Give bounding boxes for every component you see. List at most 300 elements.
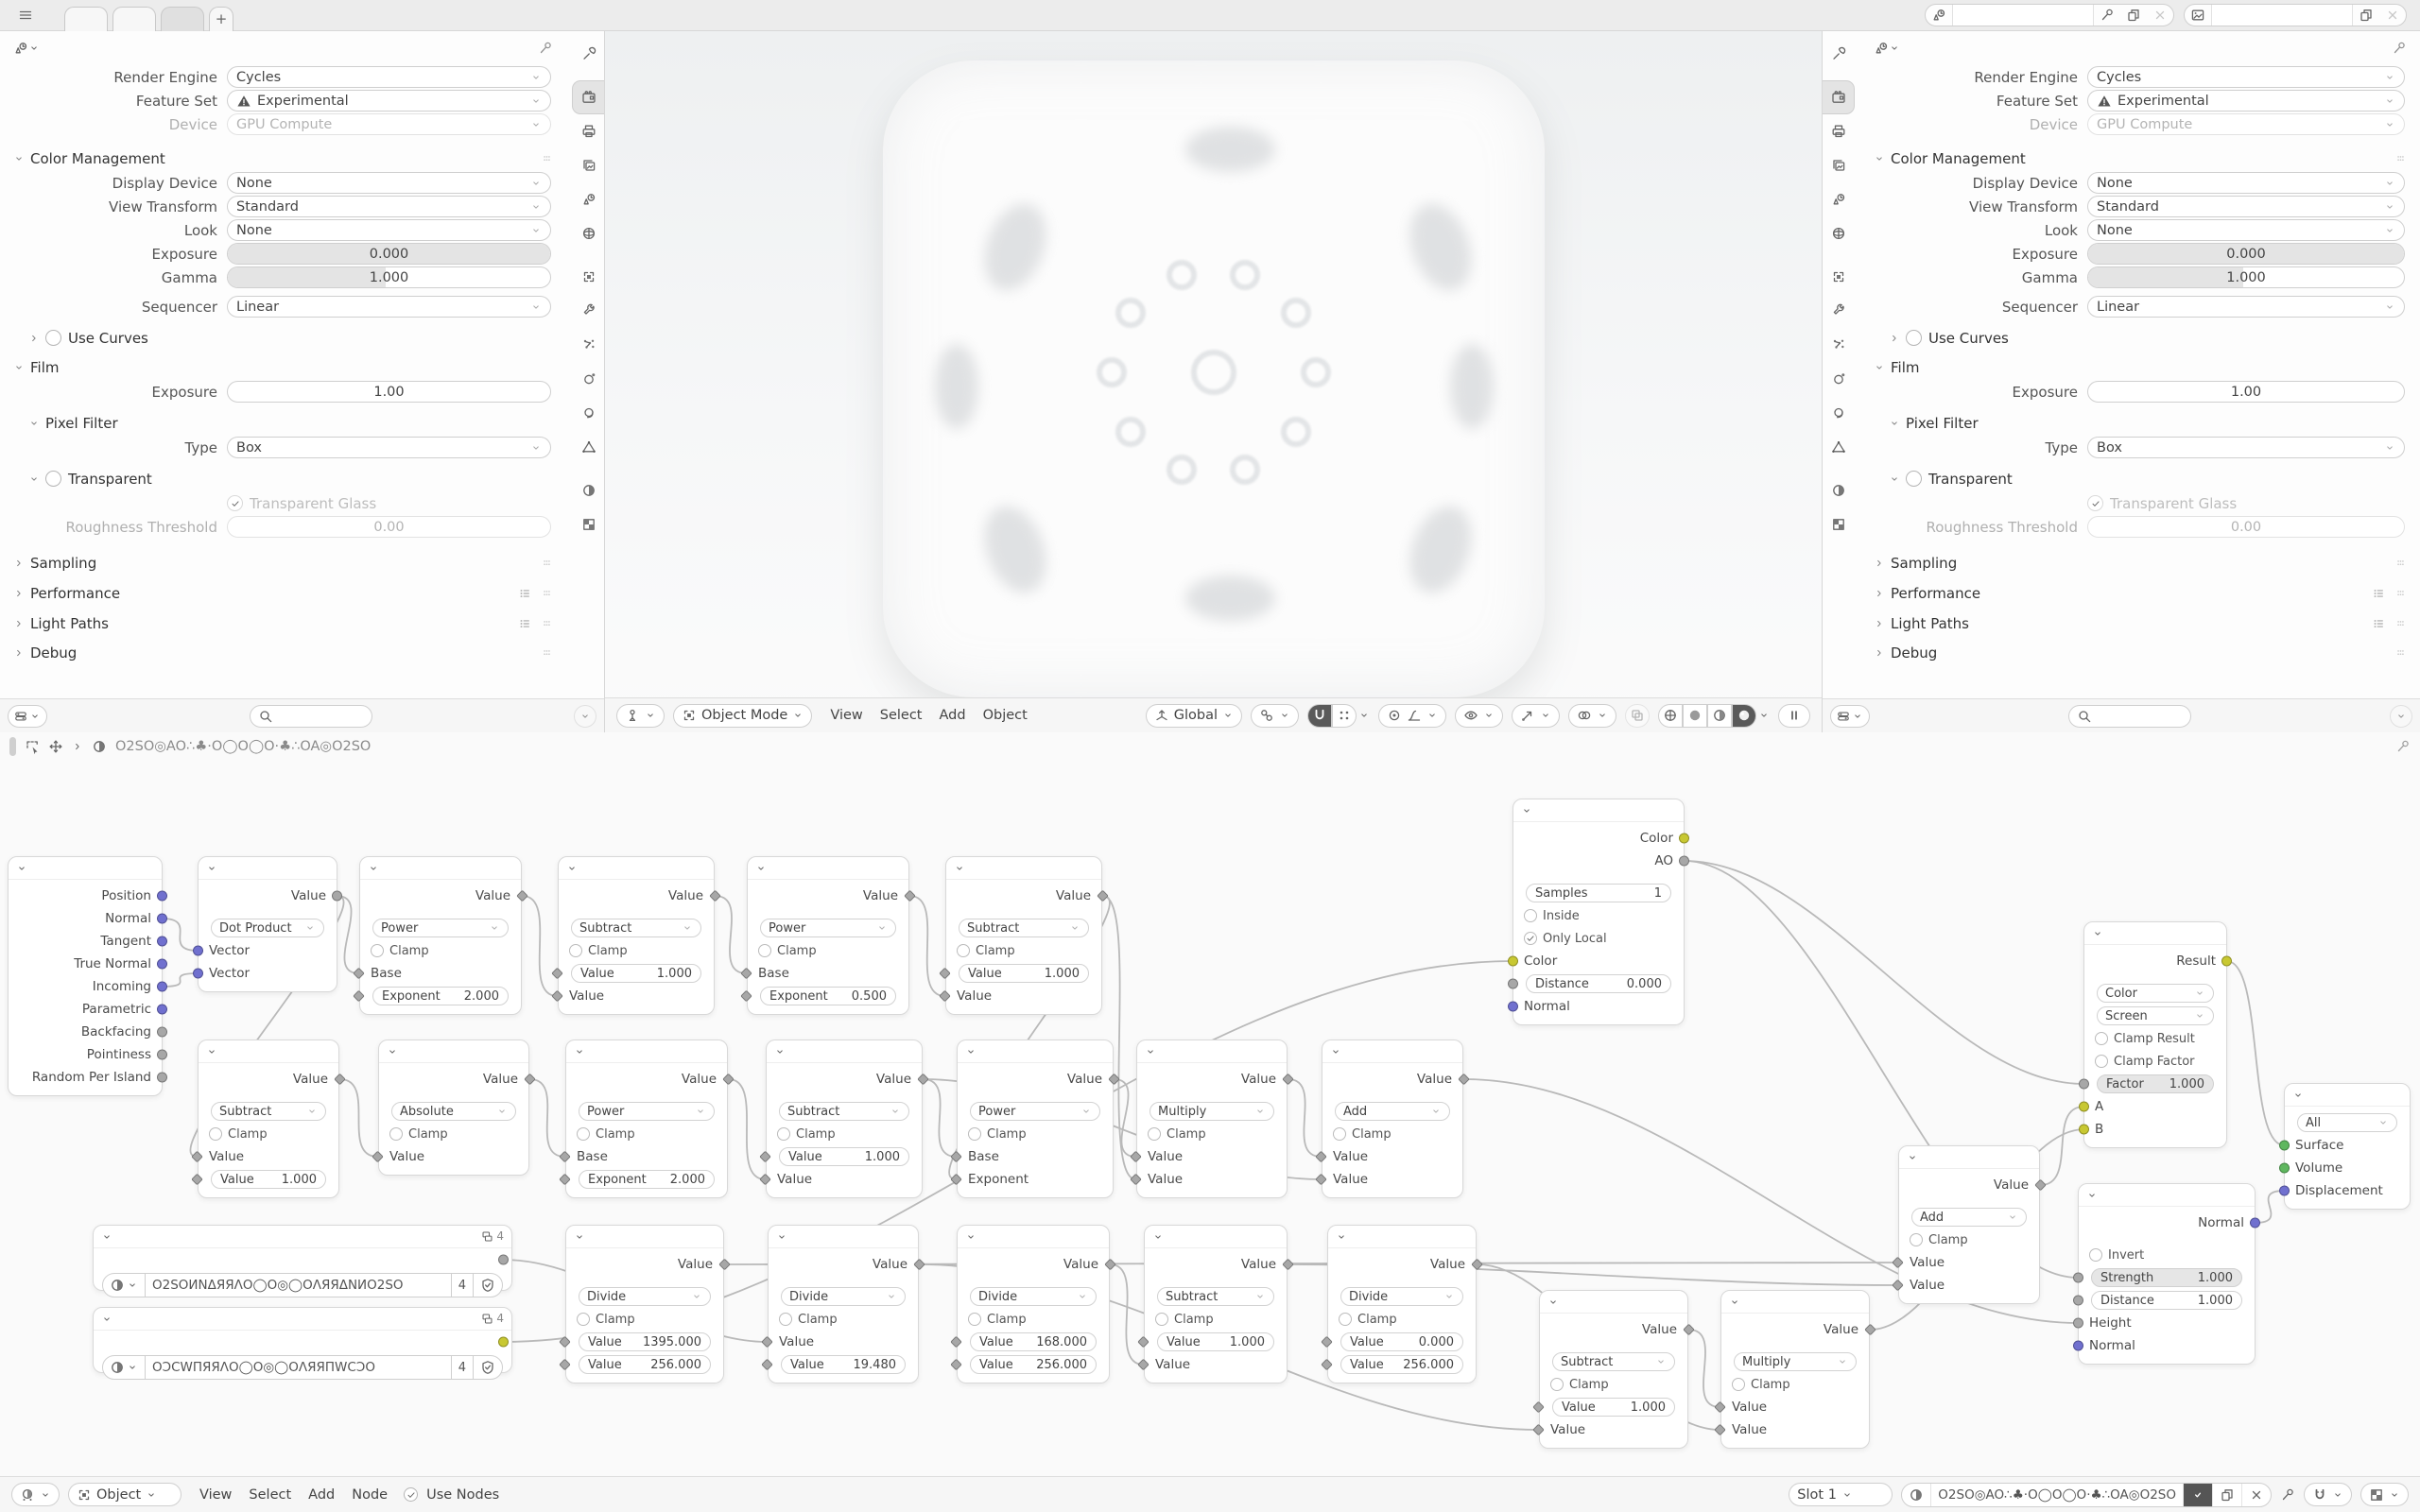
socket-out[interactable]: [904, 890, 916, 902]
node-checkbox-clamp[interactable]: [968, 1127, 1027, 1142]
node-collapse-header[interactable]: [566, 1040, 727, 1063]
node-checkbox-clamp[interactable]: [577, 1127, 635, 1142]
node-collapse-header[interactable]: [94, 1226, 511, 1248]
node-number-field[interactable]: [779, 1147, 909, 1166]
socket-out[interactable]: [498, 1337, 509, 1348]
menu-node[interactable]: Node: [352, 1486, 389, 1503]
properties-tab-texture[interactable]: [1823, 507, 1855, 541]
math-node[interactable]: [768, 1225, 919, 1383]
menu-view[interactable]: View: [830, 708, 863, 723]
socket-a[interactable]: [2079, 1102, 2089, 1112]
socket-ao[interactable]: [1679, 856, 1689, 867]
node-collapse-header[interactable]: [559, 857, 714, 880]
socket-v0[interactable]: [193, 946, 203, 956]
node-select[interactable]: [1157, 1287, 1274, 1306]
select-render-engine[interactable]: [227, 66, 551, 88]
socket-dist[interactable]: [2073, 1296, 2083, 1306]
node-number-field[interactable]: [579, 1170, 715, 1189]
field-exposure[interactable]: [227, 381, 551, 403]
mode-dropdown[interactable]: [673, 704, 812, 728]
socket-surface[interactable]: [2279, 1141, 2290, 1151]
socket-normal[interactable]: [157, 914, 167, 924]
node-collapse-header[interactable]: [767, 1040, 922, 1063]
checkbox-circle-icon[interactable]: [45, 330, 61, 346]
node-checkbox-inside[interactable]: [1524, 909, 1580, 923]
select-display-device[interactable]: [2087, 172, 2405, 194]
image-users-button[interactable]: 4: [451, 1273, 473, 1297]
node-collapse-header[interactable]: [9, 857, 162, 880]
socket-b[interactable]: [2079, 1125, 2089, 1135]
node-number-field[interactable]: [2097, 1074, 2214, 1093]
proportional-editing-dropdown[interactable]: [1378, 704, 1446, 728]
checkbox-circle-icon[interactable]: [45, 471, 61, 487]
socket-v1[interactable]: [759, 1174, 771, 1186]
material-selector[interactable]: [1901, 1483, 2272, 1507]
socket-base[interactable]: [950, 1151, 962, 1163]
socket-v0[interactable]: [761, 1336, 773, 1349]
pin-icon[interactable]: [2392, 41, 2407, 56]
node-collapse-header[interactable]: [958, 1040, 1113, 1063]
node-checkbox-clamp[interactable]: [1550, 1378, 1609, 1392]
node-number-field[interactable]: [579, 1355, 711, 1374]
math-node[interactable]: [1539, 1290, 1688, 1449]
transform-orientation-dropdown[interactable]: [1146, 704, 1242, 728]
select-display-device[interactable]: [227, 172, 551, 194]
shading-wireframe-button[interactable]: [1658, 704, 1683, 728]
properties-tab-tool[interactable]: [572, 37, 604, 71]
node-collapse-header[interactable]: [748, 857, 908, 880]
socket-v0[interactable]: [939, 968, 951, 980]
visibility-dropdown[interactable]: [1455, 704, 1503, 728]
select-sequencer[interactable]: [2087, 296, 2405, 318]
socket-out[interactable]: [1864, 1324, 1876, 1336]
node-checkbox-clamp[interactable]: [209, 1127, 268, 1142]
socket-v0[interactable]: [1714, 1401, 1726, 1414]
node-select[interactable]: [760, 919, 896, 937]
list-icon[interactable]: [518, 587, 531, 600]
slot-dropdown[interactable]: [1789, 1483, 1893, 1506]
socket-v1[interactable]: [1532, 1424, 1545, 1436]
socket-out[interactable]: [917, 1074, 929, 1086]
socket-normal[interactable]: [2073, 1341, 2083, 1351]
field-gamma[interactable]: [2087, 266, 2405, 288]
proportional-grid-icon[interactable]: [1332, 704, 1357, 728]
math-node[interactable]: [945, 856, 1102, 1015]
editor-type-dropdown[interactable]: [616, 704, 665, 728]
socket-v0[interactable]: [551, 968, 563, 980]
filter-toggle-widget[interactable]: [8, 705, 47, 728]
math-node[interactable]: [1327, 1225, 1477, 1383]
socket-out[interactable]: [1683, 1324, 1695, 1336]
viewport-3d[interactable]: [605, 31, 1822, 732]
node-select[interactable]: [211, 1102, 326, 1121]
properties-tab-physics[interactable]: [572, 362, 604, 396]
panel-section-debug[interactable]: [0, 640, 566, 665]
image-name-field[interactable]: OƆCWПЯЯΛO◯O◎◯OΛЯЯПWCƆO: [146, 1355, 451, 1380]
xray-toggle[interactable]: [1625, 704, 1650, 728]
node-select[interactable]: [970, 1102, 1100, 1121]
select-feature-set[interactable]: [227, 90, 551, 112]
material-output-node[interactable]: [2284, 1083, 2411, 1210]
node-number-field[interactable]: [211, 1170, 326, 1189]
pin-icon[interactable]: [538, 41, 553, 56]
panel-section-film[interactable]: [0, 354, 566, 380]
socket-v1[interactable]: [1137, 1359, 1150, 1371]
image-texture-node[interactable]: [93, 1307, 512, 1373]
node-select[interactable]: [1734, 1352, 1857, 1371]
math-node[interactable]: [558, 856, 715, 1015]
filter-toggle-widget[interactable]: [1830, 705, 1870, 728]
node-collapse-header[interactable]: [1328, 1226, 1476, 1248]
node-checkbox-clamp[interactable]: [968, 1313, 1027, 1327]
properties-tab-particles[interactable]: [1823, 328, 1855, 362]
socket-out[interactable]: [2250, 1218, 2260, 1228]
math-node[interactable]: [1898, 1145, 2040, 1304]
socket-v1[interactable]: [1714, 1424, 1726, 1436]
node-select[interactable]: [1911, 1208, 2027, 1227]
socket-exp[interactable]: [353, 990, 365, 1003]
node-select[interactable]: [1150, 1102, 1274, 1121]
socket-exp[interactable]: [950, 1174, 962, 1186]
panel-section-sampling[interactable]: [1860, 550, 2420, 576]
properties-tab-render[interactable]: [572, 80, 604, 114]
socket-out[interactable]: [718, 1259, 731, 1271]
socket-v0[interactable]: [1137, 1336, 1150, 1349]
menu-add[interactable]: Add: [939, 708, 966, 723]
math-node[interactable]: [1136, 1040, 1288, 1198]
node-collapse-header[interactable]: [566, 1226, 723, 1248]
node-checkbox-clamp[interactable]: [758, 944, 817, 958]
socket-point[interactable]: [157, 1050, 167, 1060]
socket-v1[interactable]: [191, 1174, 203, 1186]
socket-out[interactable]: [2034, 1179, 2047, 1192]
node-checkbox-clamp[interactable]: [1333, 1127, 1392, 1142]
math-node[interactable]: [766, 1040, 923, 1198]
gizmo-dropdown[interactable]: [1512, 704, 1560, 728]
socket-out[interactable]: [709, 890, 721, 902]
panel-section-performance[interactable]: [1860, 580, 2420, 606]
snap-target-dropdown[interactable]: [1251, 704, 1299, 728]
socket-strength[interactable]: [2073, 1273, 2083, 1283]
math-node[interactable]: [747, 856, 909, 1015]
socket-color_in[interactable]: [1508, 956, 1518, 967]
node-select[interactable]: [779, 1102, 909, 1121]
panel-section-light-paths[interactable]: [1860, 610, 2420, 636]
node-select[interactable]: [391, 1102, 516, 1121]
node-checkbox-clamp[interactable]: [779, 1313, 838, 1327]
select-look[interactable]: [2087, 219, 2405, 241]
node-collapse-header[interactable]: [2285, 1084, 2410, 1107]
node-number-field[interactable]: [970, 1332, 1097, 1351]
socket-v1[interactable]: [950, 1359, 962, 1371]
image-name-field[interactable]: O2SOИNΔЯЯΛO◯O◎◯OΛЯЯΔNИO2SO: [146, 1273, 451, 1297]
node-select[interactable]: [959, 919, 1089, 937]
socket-out[interactable]: [2221, 956, 2232, 967]
node-number-field[interactable]: [372, 987, 509, 1005]
node-collapse-header[interactable]: [360, 857, 521, 880]
node-collapse-header[interactable]: [1145, 1226, 1287, 1248]
panel-section-debug[interactable]: [1860, 640, 2420, 665]
properties-tab-texture[interactable]: [572, 507, 604, 541]
node-checkbox-clamp[interactable]: [957, 944, 1015, 958]
viewlayer-selector[interactable]: [2184, 4, 2407, 26]
node-collapse-header[interactable]: [958, 1226, 1109, 1248]
socket-out[interactable]: [913, 1259, 925, 1271]
node-number-field[interactable]: [1526, 974, 1671, 993]
fake-user-shield-button[interactable]: [2184, 1484, 2213, 1506]
properties-tab-constraints[interactable]: [1823, 396, 1855, 430]
node-select[interactable]: [372, 919, 509, 937]
scene-name-field[interactable]: [1952, 5, 2094, 26]
node-select[interactable]: [571, 919, 701, 937]
node-collapse-header[interactable]: [1540, 1291, 1687, 1314]
workspace-tab-active[interactable]: [161, 7, 204, 31]
checkbox-circle-icon[interactable]: [227, 495, 243, 511]
panel-section-color-management[interactable]: [0, 146, 566, 171]
node-select[interactable]: [781, 1287, 906, 1306]
pause-render-button[interactable]: [1778, 704, 1810, 728]
socket-v0[interactable]: [559, 1336, 571, 1349]
node-checkbox-clamp[interactable]: [371, 944, 429, 958]
menu-icon[interactable]: [13, 5, 38, 26]
node-collapse-header[interactable]: [379, 1040, 528, 1063]
panel-section-pixel-filter[interactable]: [0, 410, 566, 436]
field-roughness-threshold[interactable]: [227, 516, 551, 538]
socket-back[interactable]: [157, 1027, 167, 1038]
field-roughness-threshold[interactable]: [2087, 516, 2405, 538]
node-collapse-header[interactable]: [2079, 1184, 2255, 1207]
workspace-tab[interactable]: [64, 7, 108, 31]
socket-out[interactable]: [498, 1255, 509, 1265]
socket-base[interactable]: [559, 1151, 571, 1163]
list-icon[interactable]: [2372, 617, 2385, 630]
socket-out[interactable]: [1097, 890, 1109, 902]
socket-out[interactable]: [1282, 1074, 1294, 1086]
node-number-field[interactable]: [579, 1332, 711, 1351]
pin-icon[interactable]: [2280, 1487, 2295, 1503]
properties-tab-constraints[interactable]: [572, 396, 604, 430]
menu-select[interactable]: Select: [879, 708, 923, 723]
socket-tnorm[interactable]: [157, 959, 167, 970]
vector-math-node[interactable]: [198, 856, 337, 992]
node-collapse-header[interactable]: [1899, 1146, 2039, 1169]
socket-exp[interactable]: [559, 1174, 571, 1186]
socket-v0[interactable]: [1315, 1151, 1327, 1163]
node-number-field[interactable]: [1526, 884, 1671, 902]
socket-v1[interactable]: [551, 990, 563, 1003]
properties-tab-physics[interactable]: [1823, 362, 1855, 396]
editor-type-dropdown[interactable]: [11, 1483, 60, 1506]
math-node[interactable]: [565, 1040, 728, 1198]
socket-out[interactable]: [1458, 1074, 1470, 1086]
fake-user-shield-button[interactable]: [473, 1355, 503, 1380]
node-collapse-header[interactable]: [2084, 922, 2226, 945]
panel-section-light-paths[interactable]: [0, 610, 566, 636]
menu-select[interactable]: Select: [249, 1486, 292, 1503]
node-collapse-header[interactable]: [199, 857, 337, 880]
geometry-node[interactable]: [8, 856, 163, 1096]
panel-section-performance[interactable]: [0, 580, 566, 606]
select-feature-set[interactable]: [2087, 90, 2405, 112]
close-icon[interactable]: [2242, 1484, 2271, 1506]
socket-v0[interactable]: [372, 1151, 384, 1163]
node-checkbox-invert[interactable]: [2089, 1248, 2144, 1263]
node-collapse-header[interactable]: [1721, 1291, 1869, 1314]
socket-color[interactable]: [1679, 833, 1689, 844]
socket-tan[interactable]: [157, 936, 167, 947]
socket-v0[interactable]: [1321, 1336, 1333, 1349]
shading-material-button[interactable]: [1707, 704, 1732, 728]
socket-volume[interactable]: [2279, 1163, 2290, 1174]
properties-tab-scene[interactable]: [572, 182, 604, 216]
properties-tab-object[interactable]: [572, 260, 604, 294]
node-select[interactable]: [211, 919, 324, 937]
socket-factor[interactable]: [2079, 1079, 2089, 1090]
select-box-icon[interactable]: [25, 739, 40, 754]
node-select[interactable]: [579, 1287, 711, 1306]
scene-selector[interactable]: [1925, 4, 2174, 26]
mix-color-node[interactable]: [2083, 921, 2227, 1148]
socket-height[interactable]: [2073, 1318, 2083, 1329]
shading-rendered-button[interactable]: [1732, 704, 1756, 728]
math-node[interactable]: [1144, 1225, 1288, 1383]
select-render-engine[interactable]: [2087, 66, 2405, 88]
properties-tab-scene[interactable]: [1823, 182, 1855, 216]
node-collapse-header[interactable]: [1513, 799, 1684, 822]
properties-tab-modifiers[interactable]: [572, 294, 604, 328]
socket-normal[interactable]: [1508, 1002, 1518, 1012]
snapping-widget[interactable]: [2304, 1483, 2352, 1506]
panel-options-button[interactable]: [574, 705, 596, 728]
properties-tab-viewlayer[interactable]: [1823, 148, 1855, 182]
socket-exp[interactable]: [740, 990, 752, 1003]
panel-toggle-transparent[interactable]: [1860, 466, 2420, 491]
socket-out[interactable]: [334, 1074, 346, 1086]
socket-pos[interactable]: [157, 891, 167, 902]
properties-tab-data[interactable]: [1823, 430, 1855, 464]
field-exposure[interactable]: [2087, 381, 2405, 403]
socket-out[interactable]: [722, 1074, 735, 1086]
properties-tab-viewlayer[interactable]: [572, 148, 604, 182]
panel-section-sampling[interactable]: [0, 550, 566, 576]
properties-tab-material[interactable]: [1823, 473, 1855, 507]
socket-v1[interactable]: [1315, 1174, 1327, 1186]
menu-add[interactable]: Add: [308, 1486, 336, 1503]
panel-toggle-use-curves[interactable]: [0, 325, 566, 351]
select-device[interactable]: [227, 113, 551, 135]
socket-incoming[interactable]: [157, 982, 167, 992]
socket-v1[interactable]: [1892, 1280, 1904, 1292]
node-number-field[interactable]: [970, 1355, 1097, 1374]
socket-v1[interactable]: [1321, 1359, 1333, 1371]
search-input[interactable]: [2068, 705, 2191, 728]
node-select[interactable]: [970, 1287, 1097, 1306]
socket-v0[interactable]: [191, 1151, 203, 1163]
node-checkbox-clamp[interactable]: [1732, 1378, 1790, 1392]
material-name[interactable]: O2SO◎AO∴♣·O◯O◯O·♣∴OA◎O2SO: [1931, 1484, 2184, 1506]
use-nodes-checkbox[interactable]: [404, 1487, 499, 1503]
node-number-field[interactable]: [959, 964, 1089, 983]
node-collapse-header[interactable]: [1322, 1040, 1462, 1063]
image-browse-dropdown[interactable]: [102, 1355, 146, 1380]
node-number-field[interactable]: [781, 1355, 906, 1374]
math-node[interactable]: [198, 1040, 339, 1198]
math-node[interactable]: [957, 1040, 1114, 1198]
pin-icon[interactable]: [2094, 5, 2120, 26]
copy-icon[interactable]: [2120, 5, 2147, 26]
checkbox-circle-icon[interactable]: [2087, 495, 2103, 511]
select-look[interactable]: [227, 219, 551, 241]
properties-tab-tool[interactable]: [1823, 37, 1855, 71]
snap-magnet-toggle[interactable]: [1307, 704, 1332, 728]
node-checkbox-clamp[interactable]: [569, 944, 628, 958]
node-checkbox-clamp[interactable]: [1339, 1313, 1397, 1327]
select-type[interactable]: [227, 437, 551, 458]
image-users-button[interactable]: 4: [451, 1355, 473, 1380]
image-texture-node[interactable]: [93, 1225, 512, 1291]
socket-base[interactable]: [740, 968, 752, 980]
checkbox-circle-icon[interactable]: [1906, 471, 1922, 487]
overlay-widget[interactable]: [2360, 1483, 2409, 1506]
fake-user-shield-button[interactable]: [473, 1273, 503, 1297]
panel-section-pixel-filter[interactable]: [1860, 410, 2420, 436]
node-checkbox-clamp[interactable]: [1910, 1233, 1968, 1247]
socket-v1[interactable]: [193, 969, 203, 979]
socket-out[interactable]: [332, 891, 342, 902]
properties-tab-output[interactable]: [1823, 114, 1855, 148]
properties-tab-output[interactable]: [572, 114, 604, 148]
math-node[interactable]: [378, 1040, 529, 1176]
checkbox-circle-icon[interactable]: [1906, 330, 1922, 346]
node-number-field[interactable]: [571, 964, 701, 983]
node-collapse-header[interactable]: [199, 1040, 338, 1063]
socket-v1[interactable]: [1130, 1174, 1142, 1186]
properties-tab-data[interactable]: [572, 430, 604, 464]
node-checkbox-clamp[interactable]: [1155, 1313, 1214, 1327]
node-checkbox-only-local[interactable]: [1524, 932, 1607, 946]
pin-icon[interactable]: [2395, 739, 2411, 754]
menu-object[interactable]: Object: [982, 708, 1028, 723]
node-number-field[interactable]: [1340, 1355, 1463, 1374]
properties-tab-world[interactable]: [572, 216, 604, 250]
socket-out[interactable]: [1108, 1074, 1120, 1086]
math-node[interactable]: [1720, 1290, 1870, 1449]
math-node[interactable]: [359, 856, 522, 1015]
select-device[interactable]: [2087, 113, 2405, 135]
move-cross-icon[interactable]: [48, 739, 63, 754]
shading-solid-button[interactable]: [1683, 704, 1707, 728]
socket-v0[interactable]: [759, 1151, 771, 1163]
socket-out[interactable]: [524, 1074, 536, 1086]
node-checkbox-clamp[interactable]: [777, 1127, 836, 1142]
properties-tab-particles[interactable]: [572, 328, 604, 362]
socket-dist[interactable]: [1508, 979, 1518, 989]
node-number-field[interactable]: [1157, 1332, 1274, 1351]
node-checkbox-clamp[interactable]: [389, 1127, 448, 1142]
socket-out[interactable]: [1104, 1259, 1116, 1271]
panel-toggle-transparent[interactable]: [0, 466, 566, 491]
panel-options-button[interactable]: [2390, 705, 2412, 728]
list-icon[interactable]: [518, 617, 531, 630]
node-checkbox-clamp-result[interactable]: [2095, 1032, 2195, 1046]
node-select[interactable]: [2097, 984, 2214, 1003]
bump-node[interactable]: [2078, 1183, 2256, 1365]
node-checkbox-clamp[interactable]: [1148, 1127, 1206, 1142]
copy-icon[interactable]: [2213, 1484, 2242, 1506]
socket-v1[interactable]: [939, 990, 951, 1003]
socket-v0[interactable]: [1130, 1151, 1142, 1163]
node-checkbox-clamp[interactable]: [577, 1313, 635, 1327]
